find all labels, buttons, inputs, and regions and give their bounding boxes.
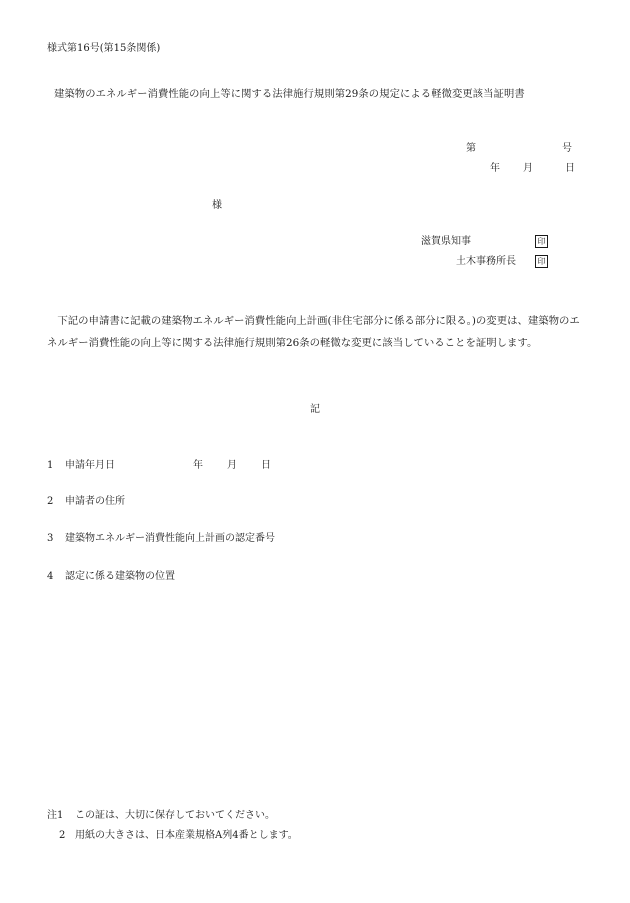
item-label: 認定に係る建築物の位置: [65, 571, 175, 582]
addressee-honorific: 様: [212, 200, 222, 211]
note-label: 注1: [47, 810, 64, 821]
list-item: [47, 497, 125, 507]
issuer-office-chief: 土木事務所長: [456, 256, 516, 267]
item-number: 3: [47, 533, 54, 544]
seal-mark: 印: [535, 255, 548, 268]
issue-date-line: [490, 164, 575, 174]
certification-statement: 下記の申請書に記載の建築物エネルギー消費性能向上計画(非住宅部分に係る部分に限る。)の変更は、建築物のエネルギー消費性能の向上等に関する法律施行規則第26条の軽微な変更に該当していることを証明します。: [47, 315, 580, 349]
list-item: [47, 572, 175, 582]
application-month-label: 月: [227, 460, 237, 471]
number-suffix: 号: [562, 143, 572, 154]
date-year-label: 年: [490, 163, 500, 174]
list-item: [47, 534, 275, 544]
certificate-number-line: [466, 144, 572, 154]
note-text: この証は、大切に保存しておいてください。: [75, 810, 275, 821]
date-month-label: 月: [523, 163, 533, 174]
note-number: 2: [59, 830, 66, 841]
issuer-governor: 滋賀県知事: [421, 236, 471, 247]
item-number: 4: [47, 571, 54, 582]
note-text: 用紙の大きさは、日本産業規格A列4番とします。: [75, 830, 298, 841]
item-number: 2: [47, 496, 54, 507]
ki-heading: 記: [310, 404, 320, 415]
number-prefix: 第: [466, 143, 476, 154]
note-1: [47, 811, 275, 821]
item-number: 1: [47, 460, 54, 471]
application-year-label: 年: [193, 460, 203, 471]
list-item: [47, 461, 271, 471]
application-day-label: 日: [261, 460, 271, 471]
item-label: 申請年月日: [65, 460, 115, 471]
seal-mark: 印: [535, 235, 548, 248]
item-label: 建築物エネルギー消費性能向上計画の認定番号: [65, 533, 275, 544]
document-title: 建築物のエネルギー消費性能の向上等に関する法律施行規則第29条の規定による軽微変更該当証明書: [54, 88, 525, 100]
date-day-label: 日: [565, 163, 575, 174]
note-2: [59, 831, 298, 841]
form-number: 様式第16号(第15条関係): [47, 43, 161, 54]
item-label: 申請者の住所: [65, 496, 125, 507]
